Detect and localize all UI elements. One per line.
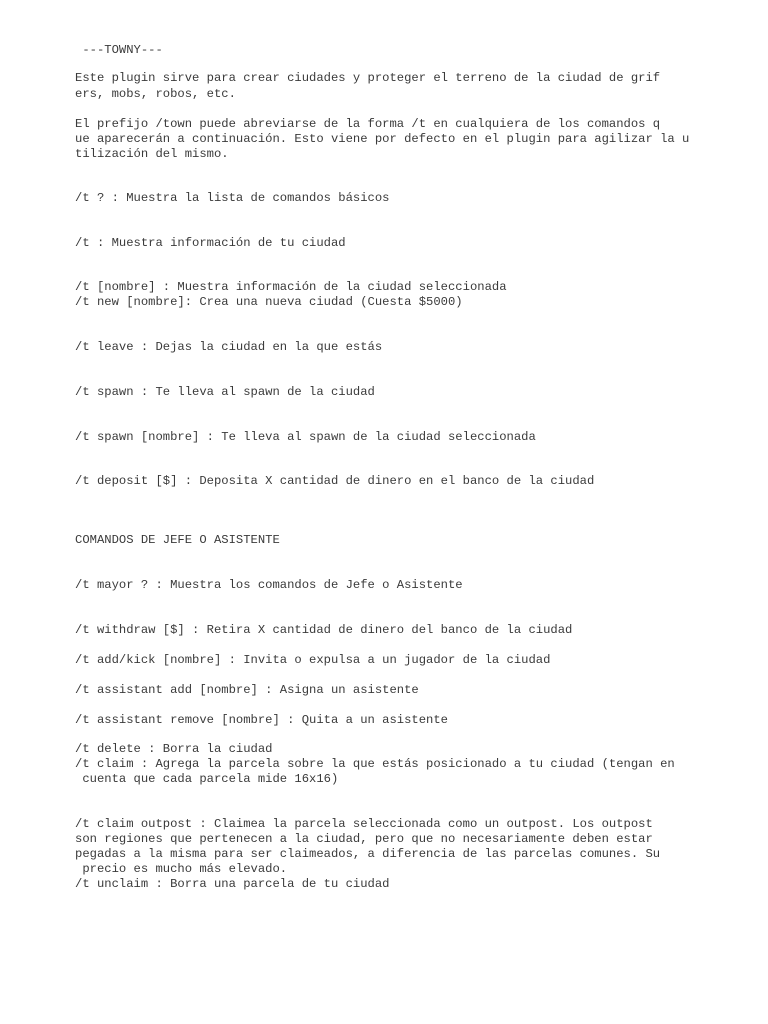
command-line: /t spawn [nombre] : Te lleva al spawn de la ciudad seleccionada — [75, 430, 536, 444]
command-line: /t delete : Borra la ciudad — [75, 742, 273, 756]
intro-line-1: Este plugin sirve para crear ciudades y proteger el terreno de la ciudad de grif — [75, 71, 661, 85]
section-title: COMANDOS DE JEFE O ASISTENTE — [75, 533, 280, 547]
command-line: /t withdraw [$] : Retira X cantidad de dinero del banco de la ciudad — [75, 623, 573, 637]
command-line: /t claim : Agrega la parcela sobre la que estás posicionado a tu ciudad (tengan en — [75, 757, 675, 771]
prefix-note-line-2: ue aparecerán a continuación. Esto viene por defecto en el plugin para agilizar la u — [75, 132, 690, 146]
command-line: /t mayor ? : Muestra los comandos de Jefe o Asistente — [75, 578, 463, 592]
prefix-note-line-3: tilización del mismo. — [75, 147, 229, 161]
command-line: /t assistant add [nombre] : Asigna un asistente — [75, 683, 419, 697]
command-line: /t leave : Dejas la ciudad en la que estás — [75, 340, 383, 354]
command-line: cuenta que cada parcela mide 16x16) — [75, 772, 339, 786]
command-line: /t ? : Muestra la lista de comandos básicos — [75, 191, 390, 205]
command-line: /t add/kick [nombre] : Invita o expulsa a un jugador de la ciudad — [75, 653, 551, 667]
command-line: /t claim outpost : Claimea la parcela seleccionada como un outpost. Los outpost — [75, 817, 653, 831]
document-heading: ---TOWNY--- — [75, 43, 163, 57]
command-line: /t [nombre] : Muestra información de la ciudad seleccionada — [75, 280, 507, 294]
command-line: son regiones que pertenecen a la ciudad, pero que no necesariamente deben estar — [75, 832, 653, 846]
prefix-note-line-1: El prefijo /town puede abreviarse de la forma /t en cualquiera de los comandos q — [75, 117, 661, 131]
command-line: pegadas a la misma para ser claimeados, a diferencia de las parcelas comunes. Su — [75, 847, 661, 861]
command-line: /t unclaim : Borra una parcela de tu ciudad — [75, 877, 390, 891]
intro-line-2: ers, mobs, robos, etc. — [75, 87, 236, 101]
command-line: /t spawn : Te lleva al spawn de la ciudad — [75, 385, 375, 399]
command-line: /t assistant remove [nombre] : Quita a un asistente — [75, 713, 448, 727]
command-line: precio es mucho más elevado. — [75, 862, 288, 876]
command-line: /t new [nombre]: Crea una nueva ciudad (Cuesta $5000) — [75, 295, 463, 309]
command-line: /t deposit [$] : Deposita X cantidad de dinero en el banco de la ciudad — [75, 474, 595, 488]
command-line: /t : Muestra información de tu ciudad — [75, 236, 346, 250]
